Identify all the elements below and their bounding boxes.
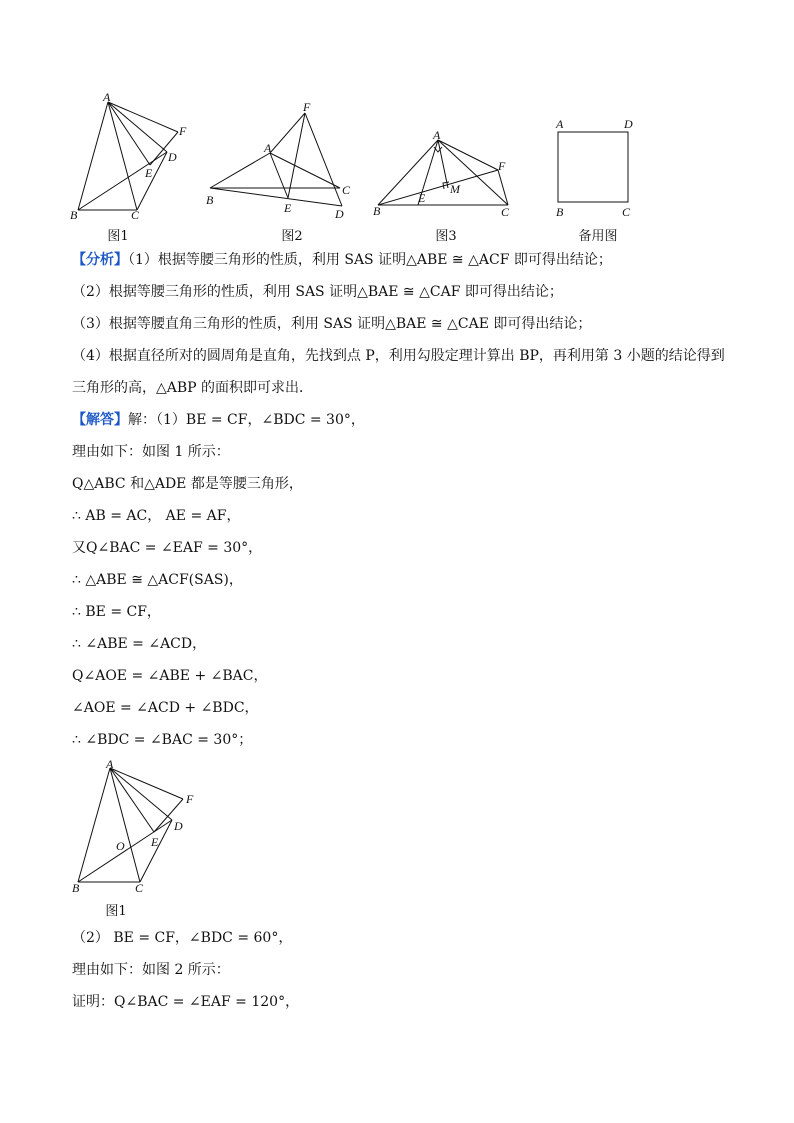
fig2-label-c: C	[342, 183, 351, 197]
figure-1-repeat	[70, 758, 205, 898]
solution-line-3: Q△ABC 和△ADE 都是等腰三角形，	[72, 476, 303, 492]
fig3-caption: 图3	[435, 229, 457, 244]
figure-1	[70, 92, 195, 224]
fig4-label-c: C	[622, 205, 631, 219]
analysis-line-3: （3）根据等腰直角三角形的性质，利用 SAS 证明△BAE ≅ △CAE 即可得出结论；	[72, 316, 592, 332]
fig1-label-a: A	[103, 92, 111, 104]
solution-line-11: ∴ ∠BDC = ∠BAC = 30°；	[72, 732, 253, 748]
fig5-label-e: E	[151, 835, 159, 849]
solution-line-12: （2） BE = CF，∠BDC = 60°，	[72, 930, 293, 946]
fig3-label-f: F	[498, 159, 506, 173]
fig4-label-d: D	[624, 117, 633, 131]
solution-line-5: 又Q∠BAC = ∠EAF = 30°，	[72, 540, 263, 556]
fig1-caption: 图1	[107, 229, 129, 244]
fig5-label-c: C	[135, 881, 144, 895]
solution-line-2: 理由如下：如图 1 所示：	[72, 444, 230, 460]
fig4-label-b: B	[556, 205, 564, 219]
fig1-label-c: C	[131, 208, 140, 222]
fig3-label-c: C	[501, 205, 510, 219]
solution-line-7: ∴ BE = CF，	[72, 604, 161, 620]
fig2-caption: 图2	[281, 229, 303, 244]
fig3-label-m: M	[450, 182, 460, 196]
solution-tag: 【解答】	[72, 412, 128, 428]
fig5-caption: 图1	[105, 904, 127, 919]
solution-line-10: ∠AOE = ∠ACD + ∠BDC，	[72, 700, 259, 716]
figure-2	[200, 98, 360, 223]
fig2-label-b: B	[206, 193, 214, 207]
solution-line-13: 理由如下：如图 2 所示：	[72, 962, 230, 978]
solution-line-9: Q∠AOE = ∠ABE + ∠BAC，	[72, 668, 268, 684]
solution-line-6: ∴ △ABE ≅ △ACF(SAS)，	[72, 572, 243, 588]
solution-line-4: ∴ AB = AC， AE = AF，	[72, 508, 241, 524]
fig2-label-f: F	[303, 100, 311, 114]
figure-3	[370, 125, 520, 225]
fig1-label-b: B	[70, 208, 78, 222]
fig5-label-b: B	[72, 881, 80, 895]
fig1-label-f: F	[179, 124, 187, 138]
analysis-line-5: 三角形的高，△ABP 的面积即可求出．	[72, 380, 314, 396]
solution-line-8: ∴ ∠ABE = ∠ACD，	[72, 636, 207, 652]
fig2-label-a: A	[264, 141, 272, 155]
fig3-label-a: A	[433, 128, 441, 142]
solution-line-14: 证明：Q∠BAC = ∠EAF = 120°，	[72, 994, 300, 1010]
fig5-label-d: D	[174, 819, 183, 833]
fig5-label-a: A	[106, 758, 114, 771]
analysis-line-1: 【分析】（1）根据等腰三角形的性质，利用 SAS 证明△ABE ≅ △ACF 即可得出结论；	[72, 252, 612, 268]
fig4-label-a: A	[556, 117, 564, 131]
figure-spare	[550, 112, 645, 220]
solution-line-1: 【解答】解：（1）BE = CF，∠BDC = 30°，	[72, 412, 365, 428]
fig1-label-d: D	[168, 150, 177, 164]
fig3-label-b: B	[373, 204, 381, 218]
analysis-line-2: （2）根据等腰三角形的性质，利用 SAS 证明△BAE ≅ △CAF 即可得出结论；	[72, 284, 563, 300]
analysis-line-4: （4）根据直径所对的圆周角是直角，先找到点 P，利用勾股定理计算出 BP，再利用第 3 小题的结论得到	[72, 348, 725, 364]
fig2-label-e: E	[284, 201, 292, 215]
fig4-caption: 备用图	[578, 229, 618, 244]
analysis-tag: 【分析】	[72, 252, 128, 268]
fig5-label-f: F	[186, 792, 194, 806]
fig1-label-e: E	[145, 166, 153, 180]
fig2-label-d: D	[335, 207, 344, 221]
fig3-label-e: E	[418, 191, 426, 205]
fig5-label-o: O	[116, 839, 125, 853]
